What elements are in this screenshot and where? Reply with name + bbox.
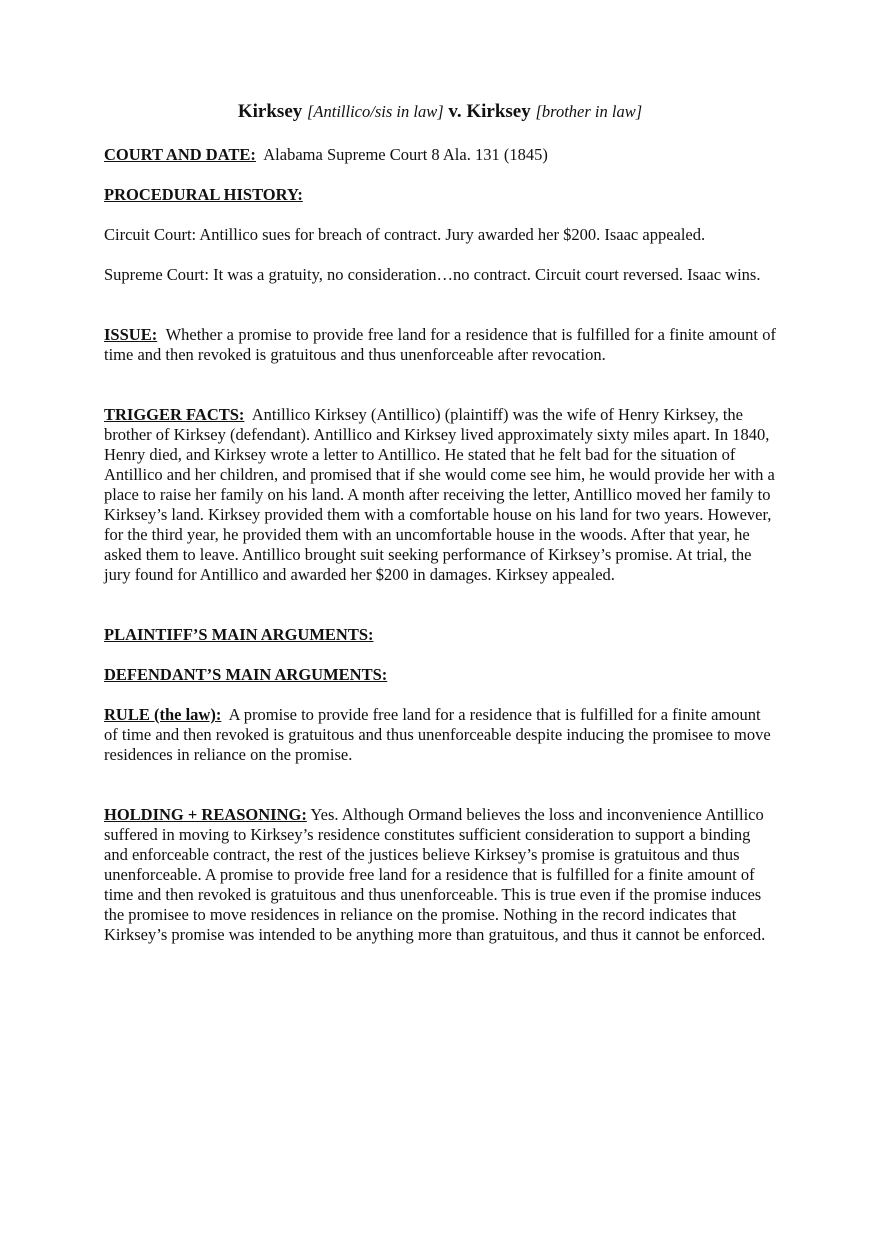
procedural-history-circuit: Circuit Court: Antillico sues for breach of contract. Jury awarded her $200. Isaac appealed. (104, 225, 706, 244)
court-and-date-heading: COURT AND DATE: (104, 145, 256, 164)
rule-section (104, 705, 776, 765)
trigger-facts-text: Antillico Kirksey (Antillico) (plaintiff) was the wife of Henry Kirksey, the brother of Kirksey (defendant). Antillico and Kirksey lived approximately sixty miles apart. In 1840, Henry died, and Kirksey wrote a letter to Antillico. He stated that he felt bad for the situation of Antillico and her children, and promised that if she would come see him, he would provide her with a place to raise her family on his land. A month after receiving the letter, Antillico moved her family to Kirksey’s land. Kirksey provided them with a comfortable house on his land for two years. However, for the third year, he provided them with an uncomfortable house in the woods. After that year, he asked them to leave. Antillico brought suit seeking performance of Kirksey’s promise. At trial, the jury found for Antillico and awarded her $200 in damages. Kirksey appealed. (104, 405, 775, 584)
holding-section (104, 805, 776, 945)
court-and-date-text: Alabama Supreme Court 8 Ala. 131 (1845) (263, 145, 548, 164)
plaintiff-note: [Antillico/sis in law] (307, 102, 444, 121)
holding-text: Yes. Although Ormand believes the loss and inconvenience Antillico suffered in moving to Kirksey’s residence constitutes sufficient consideration to support a binding and enforceable contract, the rest of the justices believe Kirksey’s promise is gratuitous and thus unenforceable. A promise to provide free land for a residence that is fulfilled for a finite amount of time and then revoked is gratuitous and thus unenforceable. This is true even if the promise induces the promisee to move residences in reliance on the promise. Nothing in the record indicates that Kirksey’s promise was intended to be anything more than gratuitous, and thus it cannot be enforced. (104, 805, 766, 944)
plaintiff-arguments-heading: PLAINTIFF’S MAIN ARGUMENTS: (104, 625, 374, 644)
defendant-arguments-section (104, 665, 776, 685)
holding-heading: HOLDING + REASONING: (104, 805, 307, 824)
defendant-note: [brother in law] (535, 102, 643, 121)
defendant-name: Kirksey (466, 101, 531, 122)
issue-text: Whether a promise to provide free land for a residence that is fulfilled for a finite amount of time and then revoked is gratuitous and thus unenforceable after revocation. (104, 325, 777, 364)
plaintiff-name: Kirksey (237, 101, 303, 122)
defendant-arguments-heading: DEFENDANT’S MAIN ARGUMENTS: (104, 665, 388, 684)
case-title (104, 100, 776, 124)
issue-section (104, 325, 776, 365)
versus: v. (448, 101, 462, 122)
court-and-date-section (104, 145, 776, 165)
procedural-history-heading: PROCEDURAL HISTORY: (104, 185, 303, 204)
trigger-facts-heading: TRIGGER FACTS: (104, 405, 245, 424)
trigger-facts-section (104, 405, 776, 585)
case-brief (104, 100, 776, 965)
rule-text: A promise to provide free land for a residence that is fulfilled for a finite amount of time and then revoked is gratuitous and thus unenforceable despite inducing the promisee to move residences in reliance on the promise. (104, 705, 771, 764)
procedural-history-supreme: Supreme Court: It was a gratuity, no consideration…no contract. Circuit court reversed. Isaac wins. (104, 265, 761, 284)
issue-heading: ISSUE: (104, 325, 158, 344)
plaintiff-arguments-section (104, 625, 776, 645)
procedural-history-section (104, 185, 776, 205)
rule-heading: RULE (the law): (104, 705, 222, 724)
